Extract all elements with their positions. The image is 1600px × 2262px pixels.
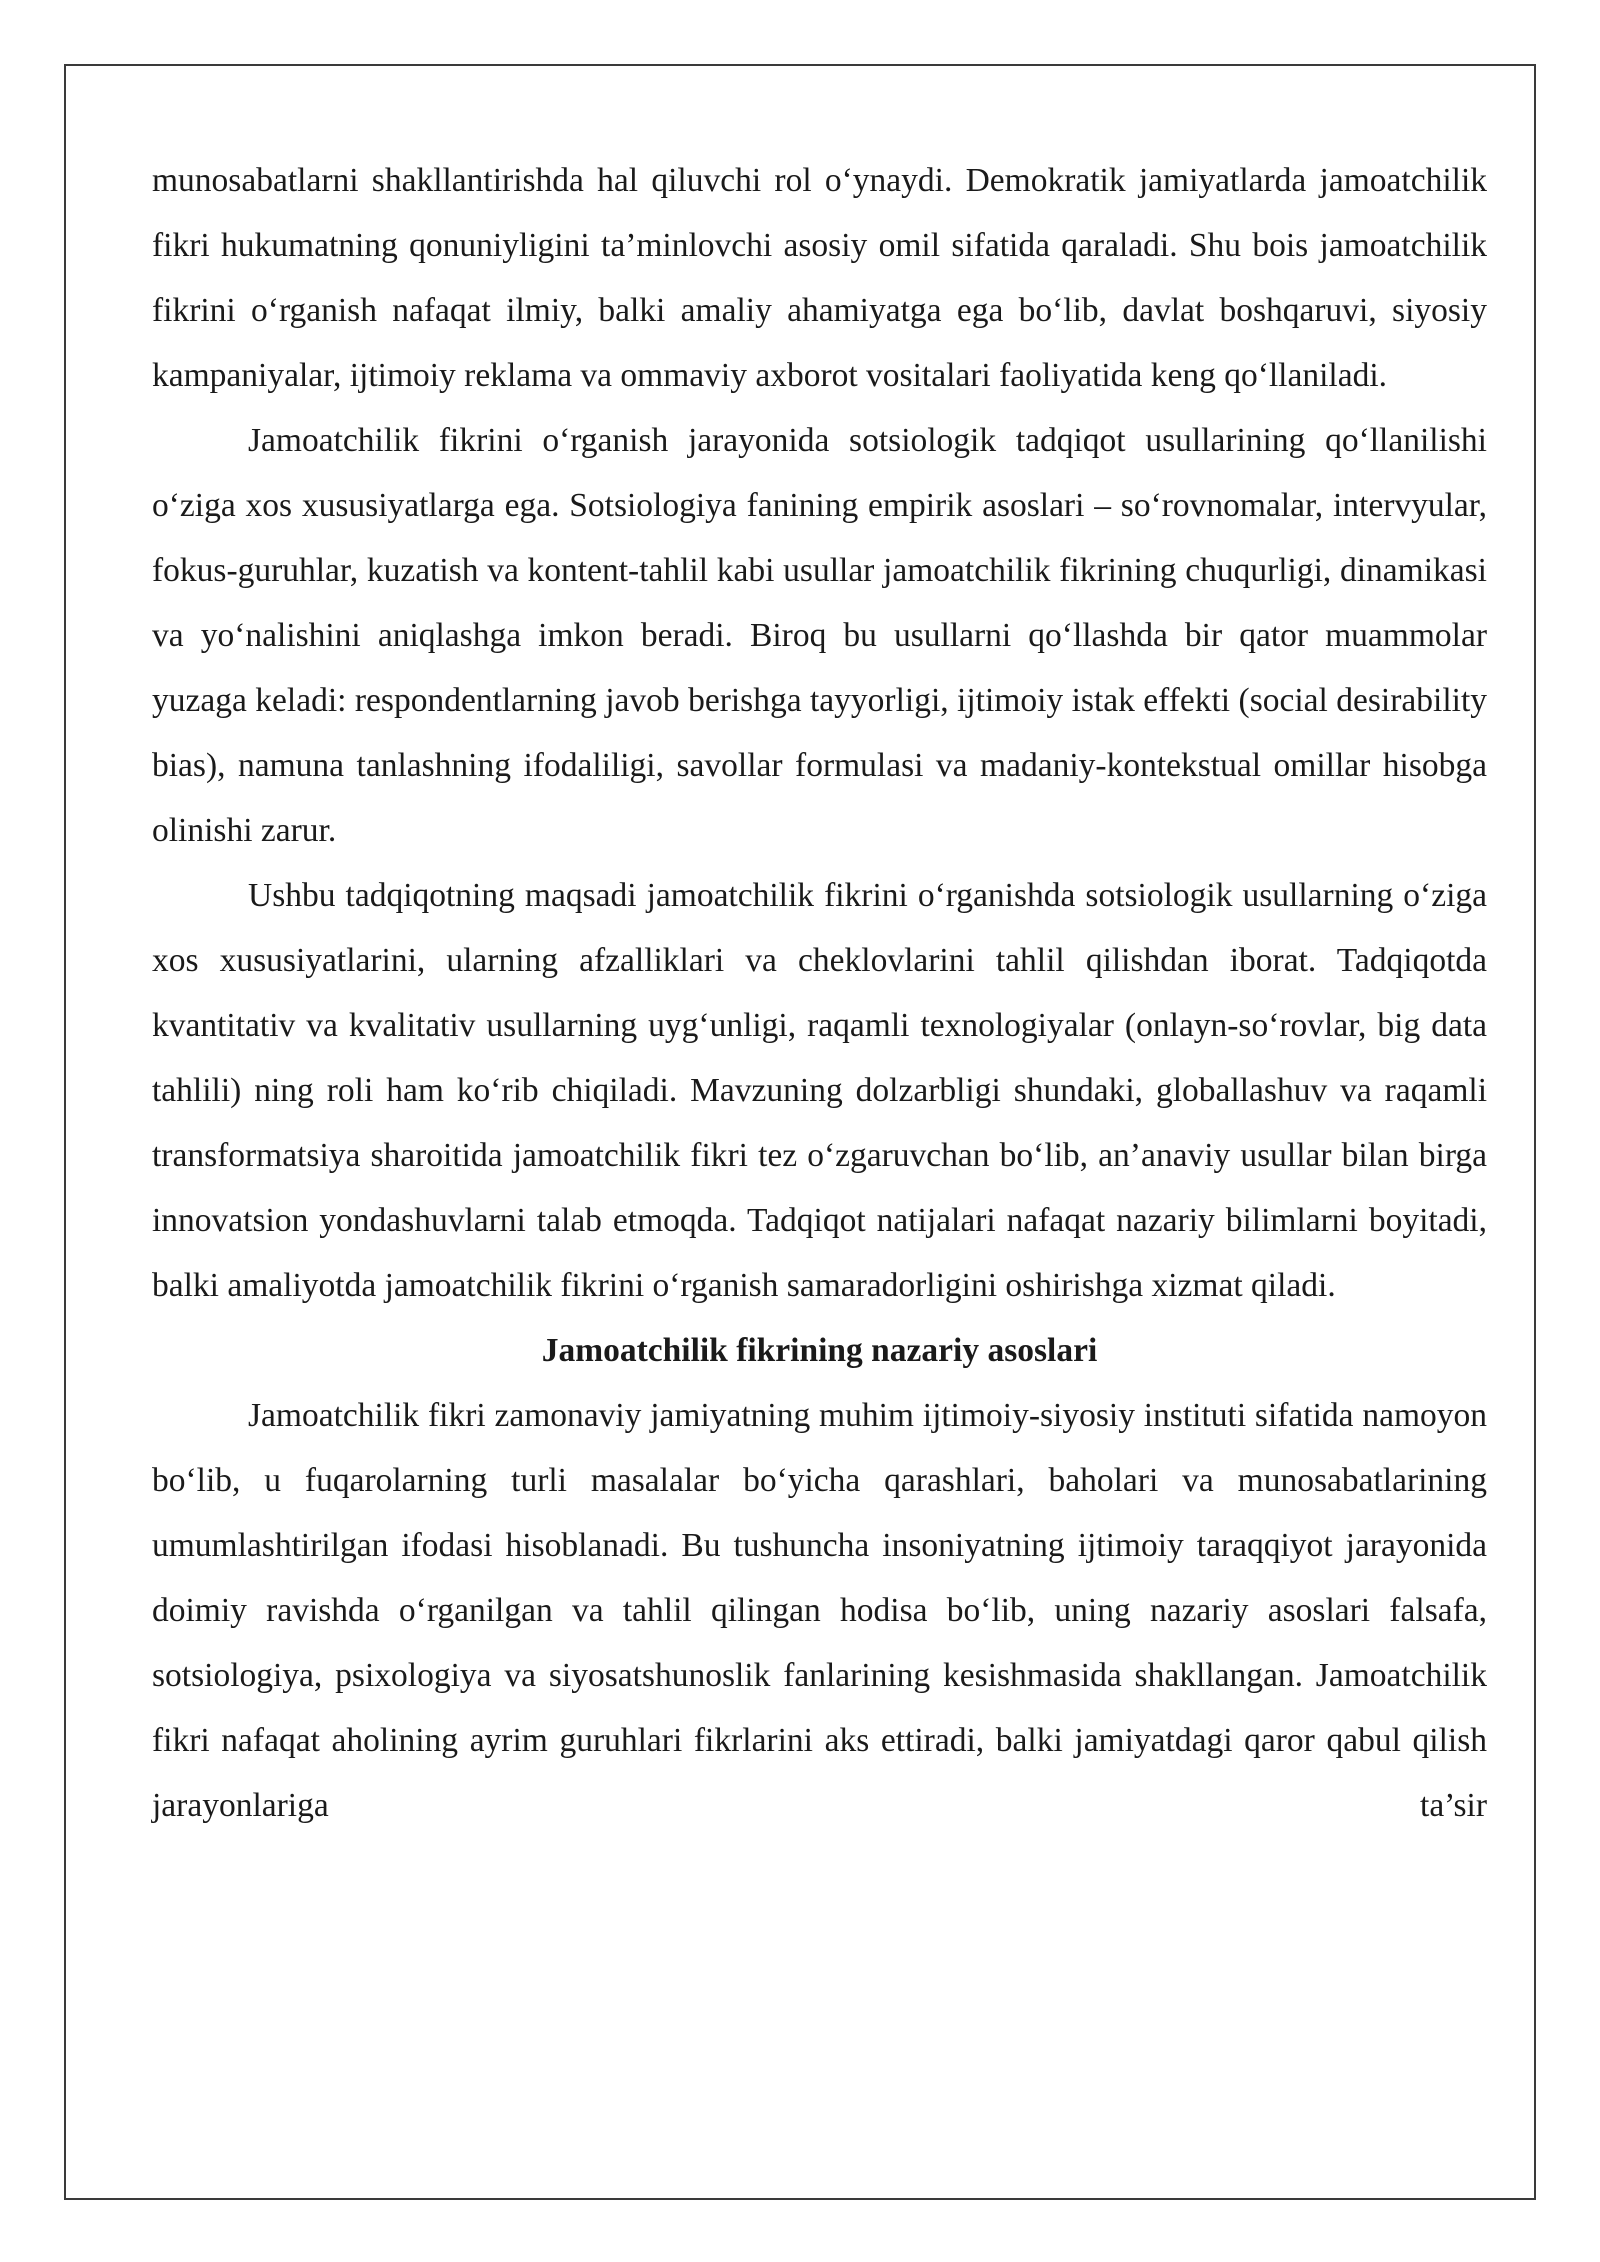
paragraph-continuation: munosabatlarni shakllantirishda hal qiluvchi rol o‘ynaydi. Demokratik jamiyatlarda jamoatchilik fikri hukumatning qonuniyligini ta’minlovchi asosiy omil sifatida qaraladi. Shu bois jamoatchilik fikrini o‘rganish nafaqat ilmiy, balki amaliy ahamiyatga ega bo‘lib, davlat boshqaruvi, siyosiy kampaniyalar, ijtimoiy reklama va ommaviy axborot vositalari faoliyatida keng qo‘llaniladi. <box>152 162 1487 394</box>
section-heading: Jamoatchilik fikrining nazariy asoslari <box>541 1332 1098 1369</box>
paragraph-theory: Jamoatchilik fikri zamonaviy jamiyatning muhim ijtimoiy-siyosiy instituti sifatida namoyon bo‘lib, u fuqarolarning turli masalalar bo‘yicha qarashlari, baholari va munosabatlarining umumlashtirilgan ifodasi hisoblanadi. Bu tushuncha insoniyatning ijtimoiy taraqqiyot jarayonida doimiy ravishda o‘rganilgan va tahlil qilingan hodisa bo‘lib, uning nazariy asoslari falsafa, sotsiologiya, psixologiya va siyosatshunoslik fanlarining kesishmasida shakllangan. Jamoatchilik fikri nafaqat aholining ayrim guruhlari fikrlarini aks ettiradi, balki jamiyatdagi qaror qabul qilish jarayonlariga ta’sir <box>152 1397 1487 1824</box>
document-body <box>152 148 1487 1838</box>
paragraph-purpose: Ushbu tadqiqotning maqsadi jamoatchilik fikrini o‘rganishda sotsiologik usullarning o‘ziga xos xususiyatlarini, ularning afzalliklari va cheklovlarini tahlil qilishdan iborat. Tadqiqotda kvantitativ va kvalitativ usullarning uyg‘unligi, raqamli texnologiyalar (onlayn-so‘rovlar, big data tahlili) ning roli ham ko‘rib chiqiladi. Mavzuning dolzarbligi shundaki, globallashuv va raqamli transformatsiya sharoitida jamoatchilik fikri tez o‘zgaruvchan bo‘lib, an’anaviy usullar bilan birga innovatsion yondashuvlarni talab etmoqda. Tadqiqot natijalari nafaqat nazariy bilimlarni boyitadi, balki amaliyotda jamoatchilik fikrini o‘rganish samaradorligini oshirishga xizmat qiladi. <box>152 877 1487 1304</box>
paragraph-methods: Jamoatchilik fikrini o‘rganish jarayonida sotsiologik tadqiqot usullarining qo‘llanilishi o‘ziga xos xususiyatlarga ega. Sotsiologiya fanining empirik asoslari – so‘rovnomalar, intervyular, fokus-guruhlar, kuzatish va kontent-tahlil kabi usullar jamoatchilik fikrining chuqurligi, dinamikasi va yo‘nalishini aniqlashga imkon beradi. Biroq bu usullarni qo‘llashda bir qator muammolar yuzaga keladi: respondentlarning javob berishga tayyorligi, ijtimoiy istak effekti (social desirability bias), namuna tanlashning ifodaliligi, savollar formulasi va madaniy-kontekstual omillar hisobga olinishi zarur. <box>152 422 1487 849</box>
